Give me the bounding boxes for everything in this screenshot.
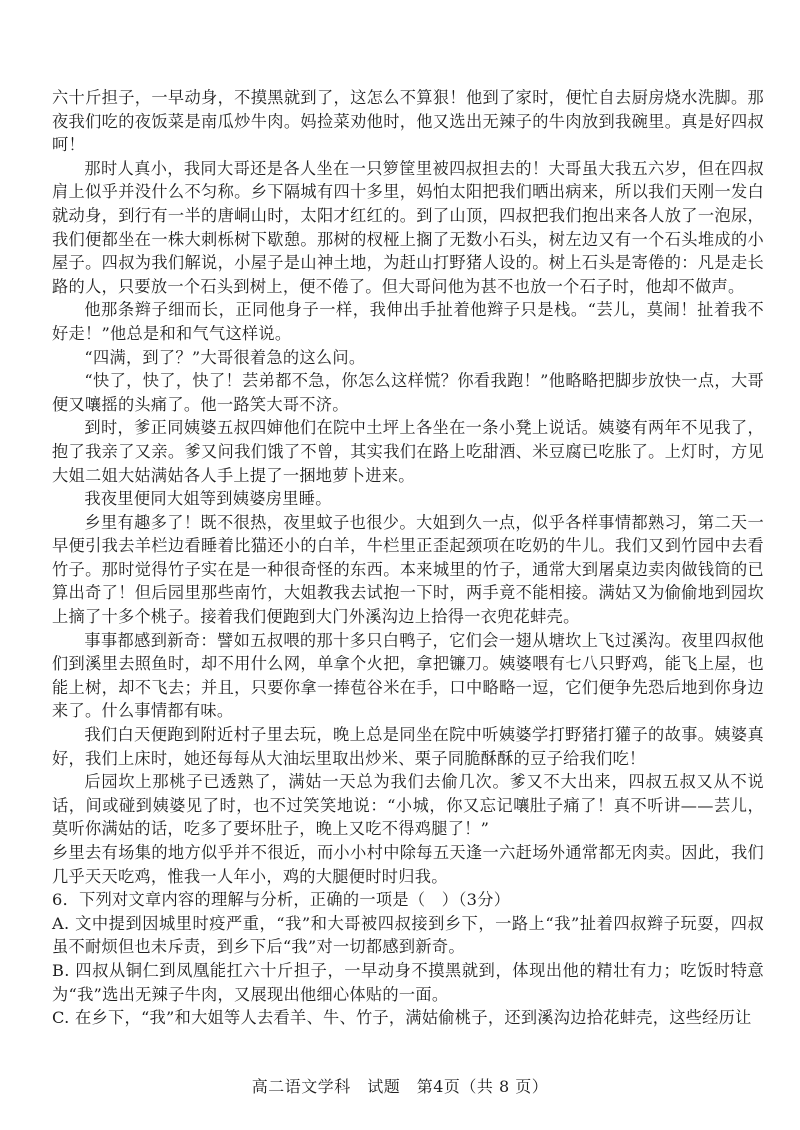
option-b: B. 四叔从铜仁到凤凰能扛六十斤担子，一早动身不摸黑就到，体现出他的精壮有力；吃饭时特意为“我”选出无辣子牛肉，又展现出他细心体贴的一面。 bbox=[52, 960, 764, 1004]
paragraph: 他那条辫子细而长，正同他身子一样，我伸出手扯着他辫子只是栈。“芸儿，莫闹！扯着我不好走！”他总是和和气气这样说。 bbox=[52, 300, 764, 343]
paragraph: 乡里有趣多了！既不很热，夜里蚊子也很少。大姐到久一点，似乎各样事情都熟习，第二天一早便引我去羊栏边看睡着比猫还小的白羊，牛栏里正歪起颈项在吃奶的牛儿。我们又到竹园中去看竹子。那时觉得竹子实在是一种很奇怪的东西。本来城里的竹子，通常大到屠桌边卖肉做钱筒的已算出奇了！但后园里那些南竹，大姐教我去试抱一下时，两手竟不能相接。满姑又为偷偷地到园坎上摘了十多个桃子。接着我们便跑到大门外溪沟边上拾得一衣兜花蚌壳。 bbox=[52, 512, 764, 627]
question-stem: 6．下列对文章内容的理解与分析，正确的一项是（ ）（3分） bbox=[52, 890, 511, 910]
option-c: C. 在乡下，“我”和大姐等人去看羊、牛、竹子，满姑偷桃子，还到溪沟边拾花蚌壳，这些经历让 bbox=[52, 1008, 752, 1028]
paragraph: 事事都感到新奇：譬如五叔喂的那十多只白鸭子，它们会一翅从塘坎上飞过溪沟。夜里四叔他们到溪里去照鱼时，却不用什么网，单拿个火把，拿把镰刀。姨婆喂有七八只野鸡，能飞上屋，也能上树，却不飞去；并且，只要你拿一捧苞谷米在手，口中略略一逗，它们便争先恐后地到你身边来了。什么事情都有味。 bbox=[52, 630, 764, 721]
page-footer: 高二语文学科 试题 第4页（共 8 页） bbox=[251, 1077, 549, 1096]
paragraph: 后园坎上那桃子已透熟了，满姑一天总为我们去偷几次。爹又不大出来，四叔五叔又从不说话，间或碰到姨婆见了时，也不过笑笑地说：“小城，你又忘记嚷肚子痛了！真不听讲——芸儿，莫听你满姑的话，吃多了要坏肚子，晚上又吃不得鸡腿了！” bbox=[52, 772, 764, 839]
paragraph: 我夜里便同大姐等到姨婆房里睡。 bbox=[84, 489, 332, 509]
paragraph: 六十斤担子，一早动身，不摸黑就到了，这怎么不算狠！他到了家时，便忙自去厨房烧水洗脚。那夜我们吃的夜饭菜是南瓜炒牛肉。妈捡菜劝他时，他又选出无辣子的牛肉放到我碗里。真是好四叔呵！ bbox=[52, 88, 764, 155]
paragraph: 那时人真小，我同大哥还是各人坐在一只箩筐里被四叔担去的！大哥虽大我五六岁，但在四叔肩上似乎并没什么不匀称。乡下隔城有四十多里，妈怕太阳把我们晒出病来，所以我们天刚一发白就动身，到行有一半的唐峒山时，太阳才红红的。到了山顶，四叔把我们抱出来各人放了一泡尿，我们便都坐在一株大刺栎树下歇憩。那树的杈桠上搁了无数小石头，树左边又有一个石头堆成的小屋子。四叔为我们解说，小屋子是山神土地，为赶山打野猪人设的。树上石头是寄倦的：凡是走长路的人，只要放一个石头到树上，便不倦了。但大哥问他为甚不也放一个石子时，他却不做声。 bbox=[52, 158, 764, 296]
paragraph: 乡里去有场集的地方似乎并不很近，而小小村中除每五天逢一六赶场外通常都无肉卖。因此，我们几乎天天吃鸡，惟我一人年小，鸡的大腿便时时归我。 bbox=[52, 843, 764, 886]
paragraph: 到时，爹正同姨婆五叔四婶他们在院中土坪上各坐在一条小凳上说话。姨婆有两年不见我了，抱了我亲了又亲。爹又问我们饿了不曾，其实我们在路上吃甜酒、米豆腐已吃胀了。上灯时，方见大姐二姐大姑满姑各人手上提了一捆地萝卜进来。 bbox=[52, 418, 764, 485]
paragraph: “四满，到了？”大哥很着急的这么问。 bbox=[84, 347, 366, 367]
paragraph: 我们白天便跑到附近村子里去玩，晚上总是同坐在院中听姨婆学打野猪打獾子的故事。姨婆真好，我们上床时，她还每每从大油坛里取出炒米、栗子同脆酥酥的豆子给我们吃！ bbox=[52, 725, 764, 768]
passage-body bbox=[52, 86, 764, 1030]
option-a: A. 文中提到因城里时疫严重，“我”和大哥被四叔接到乡下，一路上“我”扯着四叔辫子玩耍，四叔虽不耐烦但也未斥责，到乡下后“我”对一切都感到新奇。 bbox=[52, 913, 764, 957]
paragraph: “快了，快了，快了！芸弟都不急，你怎么这样慌？你看我跑！”他略略把脚步放快一点，大哥便又嚷摇的头痛了。他一路笑大哥不济。 bbox=[52, 371, 764, 414]
